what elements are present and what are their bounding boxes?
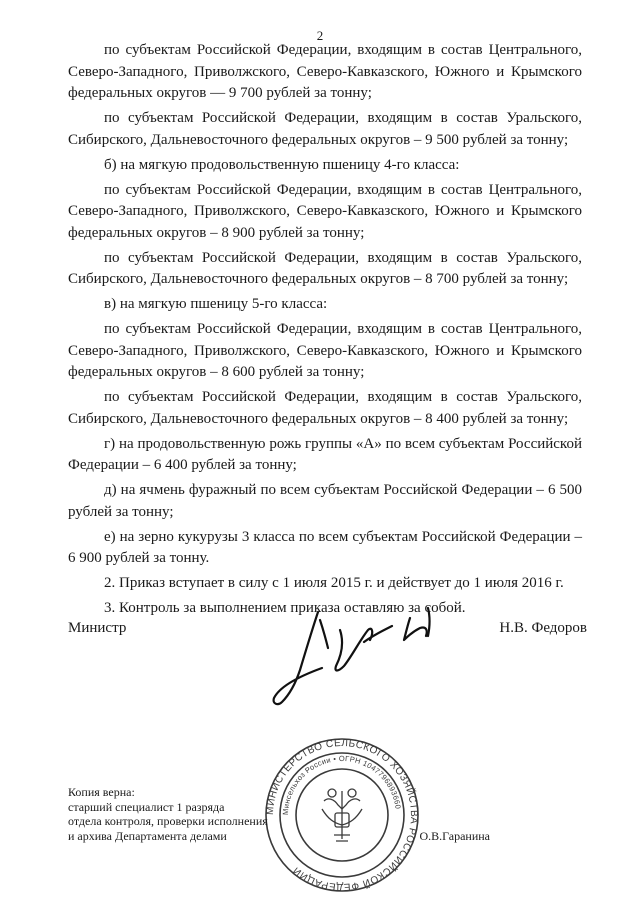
paragraph: по субъектам Российской Федерации, входящим в состав Уральского, Сибирского, Дальневосточного федеральных округов – 8 700 рублей за тонну;: [68, 249, 582, 287]
paragraph: 2. Приказ вступает в силу с 1 июля 2015 г. и действует до 1 июля 2016 г.: [104, 575, 564, 591]
signatory-title: Министр: [68, 620, 127, 636]
seal-inner-text: Минсельхоз России • ОГРН 1047796893660: [280, 753, 403, 816]
copy-line: старший специалист 1 разряда: [68, 799, 225, 814]
paragraph: по субъектам Российской Федерации, входящим в состав Центрального, Северо-Западного, Приволжского, Северо-Кавказского, Южного и Крымского федеральных округов – 8 600 рублей за тонну;: [68, 321, 582, 380]
copy-line: Копия верна:: [68, 785, 135, 799]
signatory-name: Н.В. Федоров: [499, 620, 587, 636]
paragraph: по субъектам Российской Федерации, входящим в состав Уральского, Сибирского, Дальневосточного федеральных округов – 9 500 рублей за тонну;: [68, 110, 582, 148]
paragraph: по субъектам Российской Федерации, входящим в состав Уральского, Сибирского, Дальневосточного федеральных округов – 8 400 рублей за тонну;: [68, 389, 582, 427]
document-body: [68, 40, 582, 623]
paragraph: г) на продовольственную рожь группы «А» по всем субъектам Российской Федерации – 6 400 рублей за тонну;: [68, 435, 582, 473]
paragraph: 3. Контроль за выполнением приказа оставляю за собой.: [104, 600, 466, 616]
paragraph: б) на мягкую продовольственную пшеницу 4-го класса:: [104, 156, 460, 173]
page-number: 2: [316, 28, 324, 43]
copy-line: отдела контроля, проверки исполнения: [68, 814, 268, 828]
paragraph: д) на ячмень фуражный по всем субъектам Российской Федерации – 6 500 рублей за тонну;: [68, 482, 582, 520]
paragraph: е) на зерно кукурузы 3 класса по всем субъектам Российской Федерации – 6 900 рублей за тонну.: [68, 528, 582, 566]
seal-outer-text: МИНИСТЕРСТВО СЕЛЬСКОГО ХОЗЯЙСТВА РОССИЙСКОЙ ФЕДЕРАЦИИ: [264, 737, 420, 893]
paragraph: в) на мягкую пшеницу 5-го класса:: [104, 296, 328, 312]
copy-line: и архива Департамента делами: [68, 828, 227, 843]
official-seal: [262, 735, 422, 895]
handwritten-signature: [260, 590, 460, 710]
certifier-name: О.В.Гаранина: [419, 829, 490, 843]
paragraph: по субъектам Российской Федерации, входящим в состав Центрального, Северо-Западного, Приволжского, Северо-Кавказского, Южного и Крымского федеральных округов – 8 900 рублей за тонну;: [68, 181, 582, 241]
paragraph: по субъектам Российской Федерации, входящим в состав Центрального, Северо-Западного, Приволжского, Северо-Кавказского, Южного и Крымского федеральных округов — 9 700 рублей за тонну;: [68, 42, 582, 101]
